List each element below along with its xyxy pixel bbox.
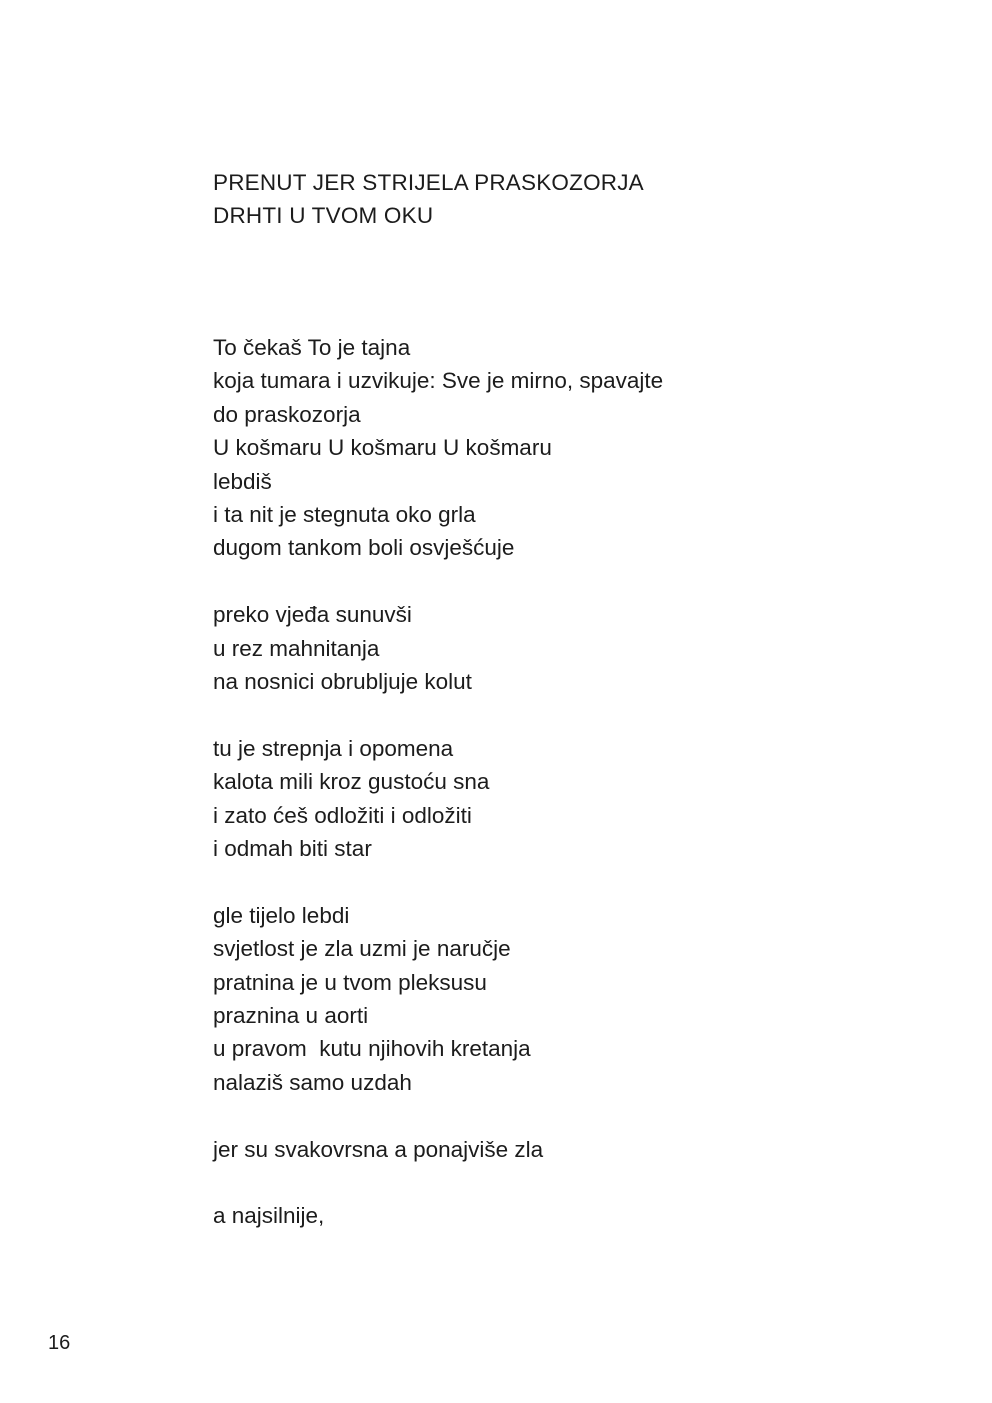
poem-line: i ta nit je stegnuta oko grla xyxy=(213,502,476,528)
poem-line: u rez mahnitanja xyxy=(213,635,380,661)
poem-title xyxy=(213,166,644,233)
stanza-6 xyxy=(213,1199,663,1232)
poem-line: lebdiš xyxy=(213,468,272,494)
poem-line: i zato ćeš odložiti i odložiti xyxy=(213,802,472,828)
poem-line: na nosnici obrubljuje kolut xyxy=(213,669,472,695)
stanza-2 xyxy=(213,598,663,698)
poem-line: do praskozorja xyxy=(213,401,361,427)
poem-title-line-2: DRHTI U TVOM OKU xyxy=(213,203,434,229)
stanza-4 xyxy=(213,899,663,1099)
poem-body xyxy=(213,331,663,1266)
poem-line: svjetlost je zla uzmi je naručje xyxy=(213,936,511,962)
poem-line: u pravom kutu njihovih kretanja xyxy=(213,1036,531,1062)
poem-line: tu je strepnja i opomena xyxy=(213,735,454,761)
poem-line: dugom tankom boli osvješćuje xyxy=(213,535,515,561)
stanza-1 xyxy=(213,331,663,565)
poem-title-line-1: PRENUT JER STRIJELA PRASKOZORJA xyxy=(213,170,644,195)
poem-line: preko vjeđa sunuvši xyxy=(213,602,412,628)
poem-line: koja tumara i uzvikuje: Sve je mirno, spavajte xyxy=(213,368,664,394)
poem-line: a najsilnije, xyxy=(213,1203,325,1229)
poem-line: gle tijelo lebdi xyxy=(213,902,350,928)
poem-line: U košmaru U košmaru U košmaru xyxy=(213,435,552,461)
poem-line: kalota mili kroz gustoću sna xyxy=(213,769,490,795)
poem-line: jer su svakovrsna a ponajviše zla xyxy=(213,1136,544,1162)
stanza-5 xyxy=(213,1133,663,1166)
poem-line: i odmah biti star xyxy=(213,836,372,862)
poem-line: To čekaš To je tajna xyxy=(213,335,411,360)
poem-line: nalaziš samo uzdah xyxy=(213,1069,412,1095)
poem-line: praznina u aorti xyxy=(213,1003,369,1029)
page-number: 16 xyxy=(48,1332,71,1354)
poem-line: pratnina je u tvom pleksusu xyxy=(213,969,487,995)
stanza-3 xyxy=(213,732,663,866)
